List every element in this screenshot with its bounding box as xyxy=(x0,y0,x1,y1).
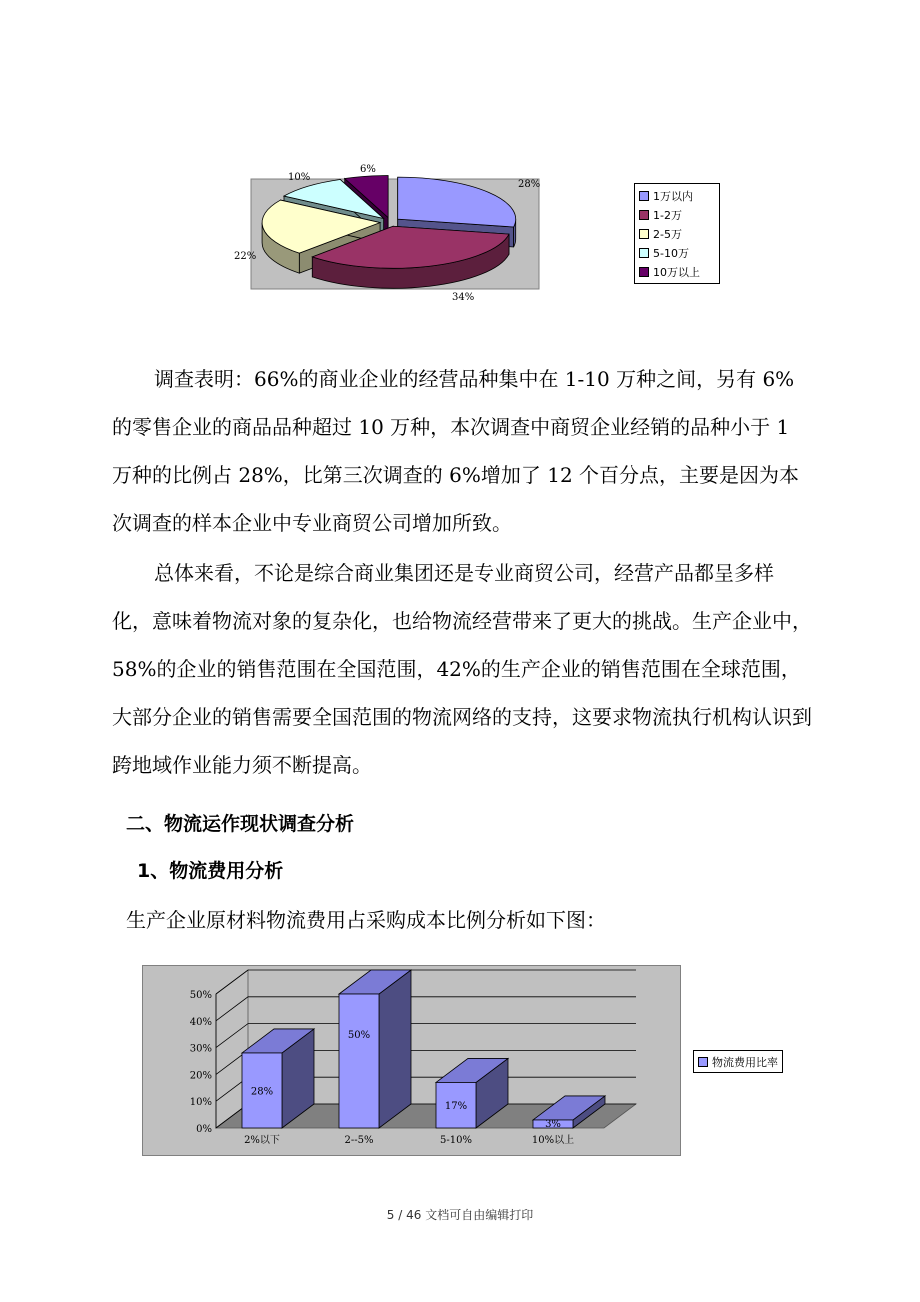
pie-data-label-2: 22% xyxy=(234,251,257,262)
bar-data-label: 3% xyxy=(545,1119,561,1130)
legend-label: 2-5万 xyxy=(653,227,682,241)
legend-swatch xyxy=(639,229,649,239)
bar-y-tick-label: 40% xyxy=(189,1016,212,1028)
legend-swatch xyxy=(639,267,649,277)
bar-data-label: 50% xyxy=(347,1030,371,1041)
bar-x-tick-label: 10%以上 xyxy=(531,1135,575,1146)
pie-data-label-4: 6% xyxy=(360,164,376,175)
bar-y-tick-label: 30% xyxy=(189,1043,212,1055)
legend-swatch xyxy=(639,248,649,258)
pie-data-label-1: 34% xyxy=(452,292,475,303)
legend-label: 5-10万 xyxy=(653,246,689,260)
pie-data-label-3: 10% xyxy=(288,172,311,183)
paragraph-survey-result: 调查表明：66%的商业企业的经营品种集中在 1-10 万种之间，另有 6%的零售企业的商品品种超过 10 万种，本次调查中商贸企业经销的品种小于 1 万种的比例占 28%，比第三次调查的 6%增加了 12 个百分点，主要是因为本次调查的样本企业中专业商贸公司增加所致。 xyxy=(112,367,800,535)
pie-legend xyxy=(634,183,720,284)
bar-x-tick-label: 5-10% xyxy=(440,1135,472,1146)
legend-label: 1-2万 xyxy=(653,208,682,222)
bar-y-tick-label: 10% xyxy=(189,1097,212,1109)
legend-label: 10万以上 xyxy=(653,265,700,279)
paragraph-chart-intro: 生产企业原材料物流费用占采购成本比例分析如下图： xyxy=(126,908,606,932)
bar-side xyxy=(379,970,411,1128)
page-footer: 5 / 46 文档可自由编辑打印 xyxy=(386,1208,534,1222)
bar-x-tick-label: 2--5% xyxy=(344,1135,374,1146)
bar-data-label: 17% xyxy=(444,1101,468,1113)
paragraph-overview: 总体来看，不论是综合商业集团还是专业商贸公司，经营产品都呈多样化，意味着物流对象的复杂化，也给物流经营带来了更大的挑战。生产企业中，58%的企业的销售范围在全国范围，42%的生产企业的销售范围在全球范围，大部分企业的销售需要全国范围的物流网络的支持，这要求物流执行机构认识到跨地域作业能力须不断提高。 xyxy=(112,561,812,777)
bar-y-tick-label: 0% xyxy=(196,1124,212,1135)
legend-label: 物流费用比率 xyxy=(712,1055,778,1069)
bar-front xyxy=(339,994,379,1128)
legend-swatch xyxy=(639,191,649,201)
section-heading: 二、物流运作现状调查分析 xyxy=(126,813,355,835)
legend-item-4 xyxy=(639,262,715,281)
legend-item-1 xyxy=(639,205,715,224)
bar-y-tick-label: 50% xyxy=(189,990,212,1001)
bar-legend xyxy=(693,1050,783,1073)
bar-data-label: 28% xyxy=(250,1086,274,1098)
legend-swatch xyxy=(698,1057,708,1067)
pie-chart xyxy=(220,160,540,305)
subsection-heading: 1、物流费用分析 xyxy=(137,860,284,882)
legend-swatch xyxy=(639,210,649,220)
legend-item-0 xyxy=(639,186,715,205)
legend-item-2 xyxy=(639,224,715,243)
legend-item-3 xyxy=(639,243,715,262)
bar-chart xyxy=(142,965,682,1160)
legend-label: 1万以内 xyxy=(653,189,693,203)
bar-y-tick-label: 20% xyxy=(189,1070,212,1082)
bar-1 xyxy=(339,970,411,1128)
pie-data-label-0: 28% xyxy=(518,179,540,190)
legend-item-bar xyxy=(698,1053,778,1070)
bar-x-tick-label: 2%以下 xyxy=(244,1135,280,1146)
